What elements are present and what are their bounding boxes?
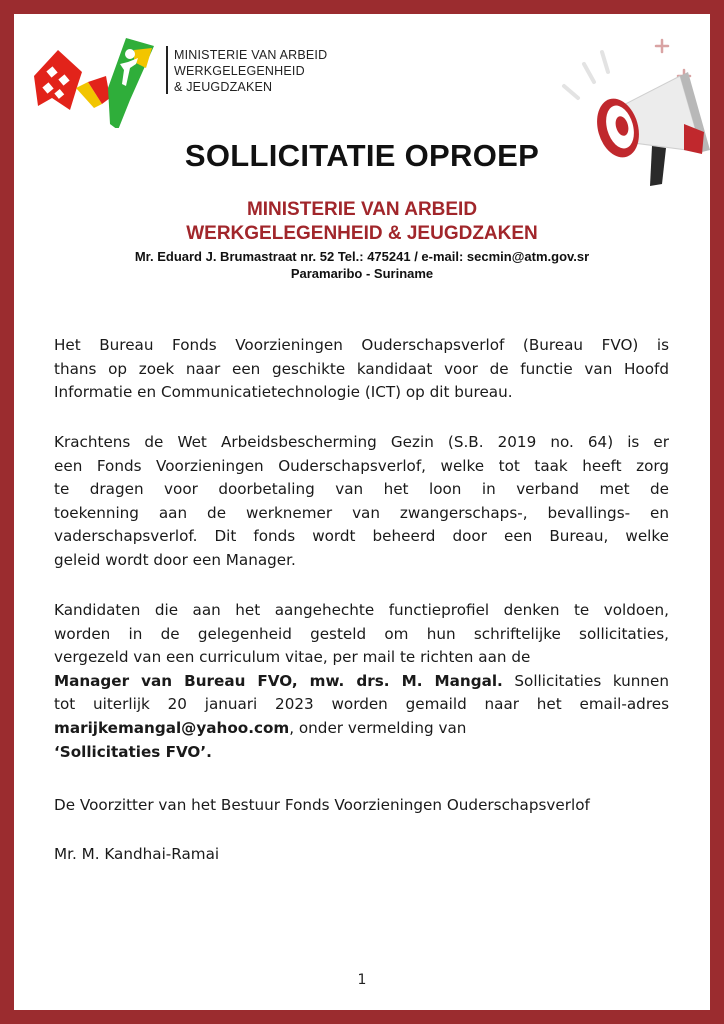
text-line [54, 741, 669, 765]
page-number: 1 [357, 972, 367, 988]
text-line [54, 670, 669, 694]
document-page [14, 14, 710, 1010]
page-title: SOLLICITATIE OPROEP [184, 138, 540, 173]
text-line: toekenning aan de werknemer van zwangerschaps-, bevallings- en [54, 503, 669, 522]
text-line: De Voorzitter van het Bestuur Fonds Voorzieningen Ouderschapsverlof [54, 796, 590, 814]
text-line: Mr. M. Kandhai-Ramai [54, 845, 220, 863]
text-line: Krachtens de Wet Arbeidsbescherming Gezin (S.B. 2019 no. 64) is er [54, 433, 669, 451]
text-line: geleid wordt door een Manager. [54, 550, 296, 569]
text-line: te dragen voor doorbetaling van het loon in verband met de [54, 480, 669, 499]
text-line: vaderschapsverlof. Dit fonds wordt beheerd door een Bureau, welke [54, 527, 669, 546]
ministry-logo [30, 28, 170, 128]
ministry-line-2: WERKGELEGENHEID [174, 64, 305, 78]
paragraph-vacancy [54, 334, 669, 405]
ministry-line-1: MINISTERIE VAN ARBEID [174, 48, 328, 62]
paragraph-fund-description [54, 431, 669, 573]
paragraph-application-instructions [54, 599, 669, 764]
subtitle-line-1: MINISTERIE VAN ARBEID [246, 199, 478, 220]
address-line-2: Paramaribo - Suriname [290, 266, 434, 281]
text-line: worden in de gelegenheid gesteld om hun schriftelijke sollicitaties, [54, 624, 669, 643]
text-line: thans op zoek naar een geschikte kandidaat voor de functie van Hoofd [54, 359, 669, 378]
text-fragment: Sollicitaties kunnen [502, 671, 669, 690]
text-fragment: , onder vermelding van [289, 718, 467, 737]
text-line: een Fonds Voorzieningen Ouderschapsverlof, welke tot taak heeft zorg [54, 456, 669, 475]
text-line: tot uiterlijk 20 januari 2023 worden gemaild naar het email-adres [54, 695, 669, 714]
paragraph-chairman [54, 794, 669, 818]
ministry-name [174, 47, 327, 95]
address-line-1: Mr. Eduard J. Brumastraat nr. 52 Tel.: 475241 / e-mail: secmin@atm.gov.sr [134, 249, 590, 264]
text-line: Informatie en Communicatietechnologie (ICT) op dit bureau. [54, 383, 513, 402]
text-line [54, 717, 669, 741]
text-line: vergezeld van een curriculum vitae, per mail te richten aan de [54, 648, 531, 667]
text-line: Het Bureau Fonds Voorzieningen Ouderschapsverlof (Bureau FVO) is [54, 336, 669, 354]
text-fragment: . [206, 742, 212, 761]
logo-divider [166, 46, 168, 94]
text-line: Kandidaten die aan het aangehechte functieprofiel denken te voldoen, [54, 601, 669, 619]
subject-reference: ‘Sollicitaties FVO’ [54, 742, 207, 761]
ministry-line-3: & JEUGDZAKEN [174, 80, 273, 94]
email-address: marijkemangal@yahoo.com [54, 718, 290, 737]
signature-name [54, 843, 669, 867]
subtitle-line-2: WERKGELEGENHEID & JEUGDZAKEN [186, 223, 538, 244]
manager-name: Manager van Bureau FVO, mw. drs. M. Mangal. [54, 671, 503, 690]
